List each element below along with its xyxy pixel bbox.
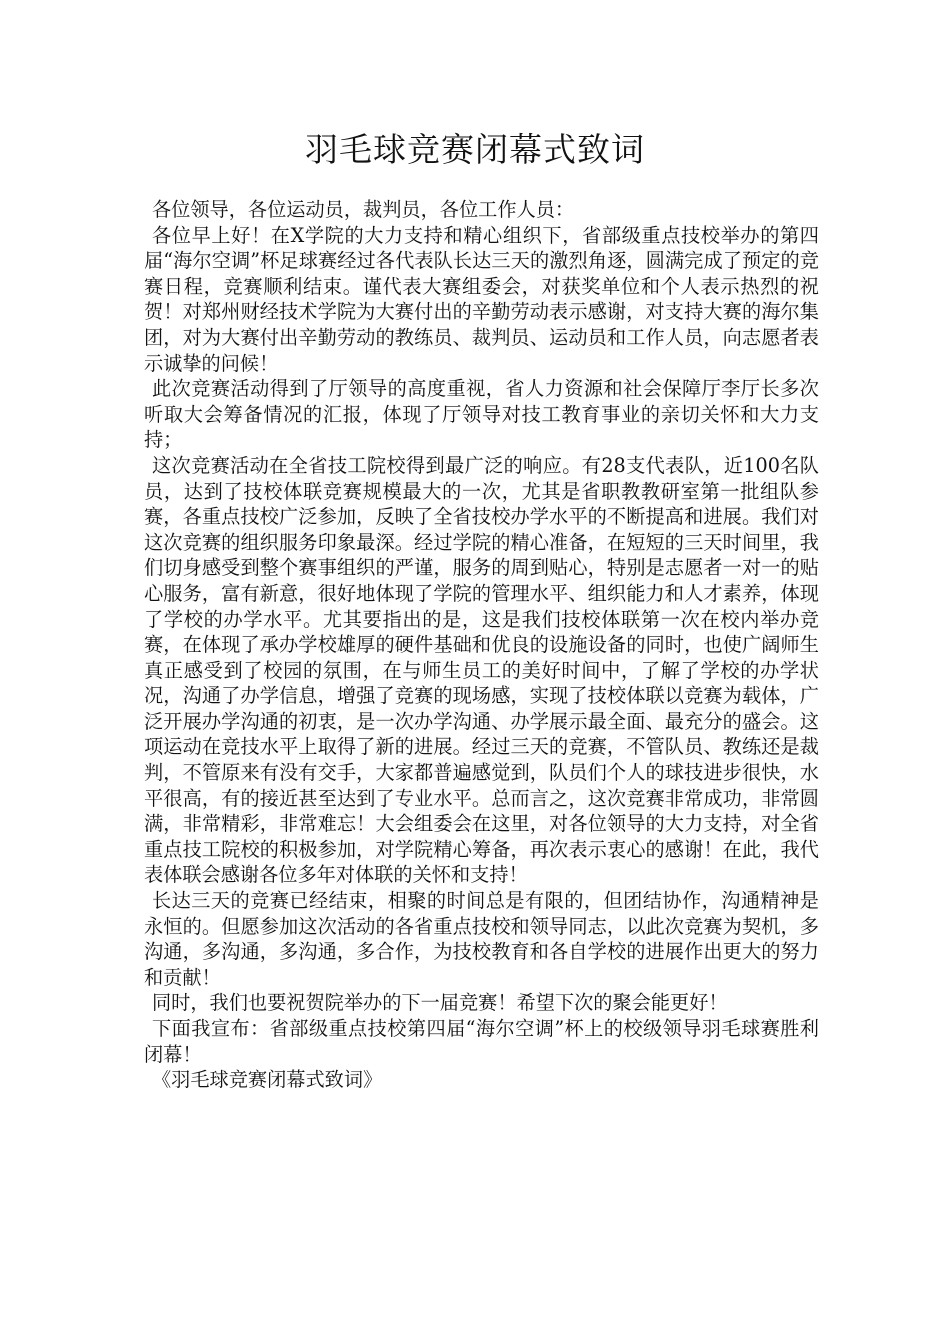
document-body [144,197,819,1093]
declaration-paragraph: 下面我宣布：省部级重点技校第四届“海尔空调”杯上的校级领导羽毛球赛胜利闭幕！ [144,1017,819,1066]
closing-wish-paragraph: 长达三天的竞赛已经结束，相聚的时间总是有限的，但团结协作，沟通精神是永恒的。但愿参加这次活动的各省重点技校和领导同志，以此次竞赛为契机，多沟通，多沟通，多沟通，多合作，为技校教育和各自学校的进展作出更大的努力和贡献！ [144,889,819,989]
next-event-paragraph: 同时，我们也要祝贺院举办的下一届竞赛！希望下次的聚会能更好！ [152,991,728,1015]
document-title: 羽毛球竞赛闭幕式致词 [305,130,645,169]
document-footer-title: 《羽毛球竞赛闭幕式致词》 [152,1068,383,1092]
greeting-paragraph: 各位领导，各位运动员，裁判员，各位工作人员： [152,198,575,221]
opening-paragraph: 各位早上好！在X学院的大力支持和精心组织下，省部级重点技校举办的第四届“海尔空调”杯足球赛经过各代表队长达三天的激烈角逐，圆满完成了预定的竞赛日程，竞赛顺利结束。谨代表大赛组委会，对获奖单位和个人表示热烈的祝贺！对郑州财经技术学院为大赛付出的辛勤劳动表示感谢，对支持大赛的海尔集团，对为大赛付出辛勤劳动的教练员、裁判员、运动员和工作人员，向志愿者表示诚挚的问候！ [144,223,819,375]
leadership-paragraph: 此次竞赛活动得到了厅领导的高度重视，省人力资源和社会保障厅李厅长多次听取大会筹备情况的汇报，体现了厅领导对技工教育事业的亲切关怀和大力支持； [144,377,819,452]
response-paragraph: 这次竞赛活动在全省技工院校得到最广泛的响应。有28支代表队，近100名队员，达到了技校体联竞赛规模最大的一次，尤其是省职教教研室第一批组队参赛，各重点技校广泛参加，反映了全省技校办学水平的不断提高和进展。我们对这次竞赛的组织服务印象最深。经过学院的精心准备，在短短的三天时间里，我们切身感受到整个赛事组织的严谨，服务的周到贴心，特别是志愿者一对一的贴心服务，富有新意，很好地体现了学院的管理水平、组织能力和人才素养，体现了学校的办学水平。尤其要指出的是，这是我们技校体联第一次在校内举办竞赛，在体现了承办学校雄厚的硬件基础和优良的设施设备的同时，也使广阔师生真正感受到了校园的氛围，在与师生员工的美好时间中，了解了学校的办学状况，沟通了办学信息，增强了竞赛的现场感，实现了技校体联以竞赛为载体，广泛开展办学沟通的初衷，是一次办学沟通、办学展示最全面、最充分的盛会。这项运动在竞技水平上取得了新的进展。经过三天的竞赛，不管队员、教练还是裁判，不管原来有没有交手，大家都普遍感觉到，队员们个人的球技进步很快，水平很高，有的接近甚至达到了专业水平。总而言之，这次竞赛非常成功，非常圆满，非常精彩，非常难忘！大会组委会在这里，对各位领导的大力支持，对全省重点技工院校的积极参加，对学院精心筹备，再次表示衷心的感谢！在此，我代表体联会感谢各位多年对体联的关怀和支持！ [144,453,819,887]
